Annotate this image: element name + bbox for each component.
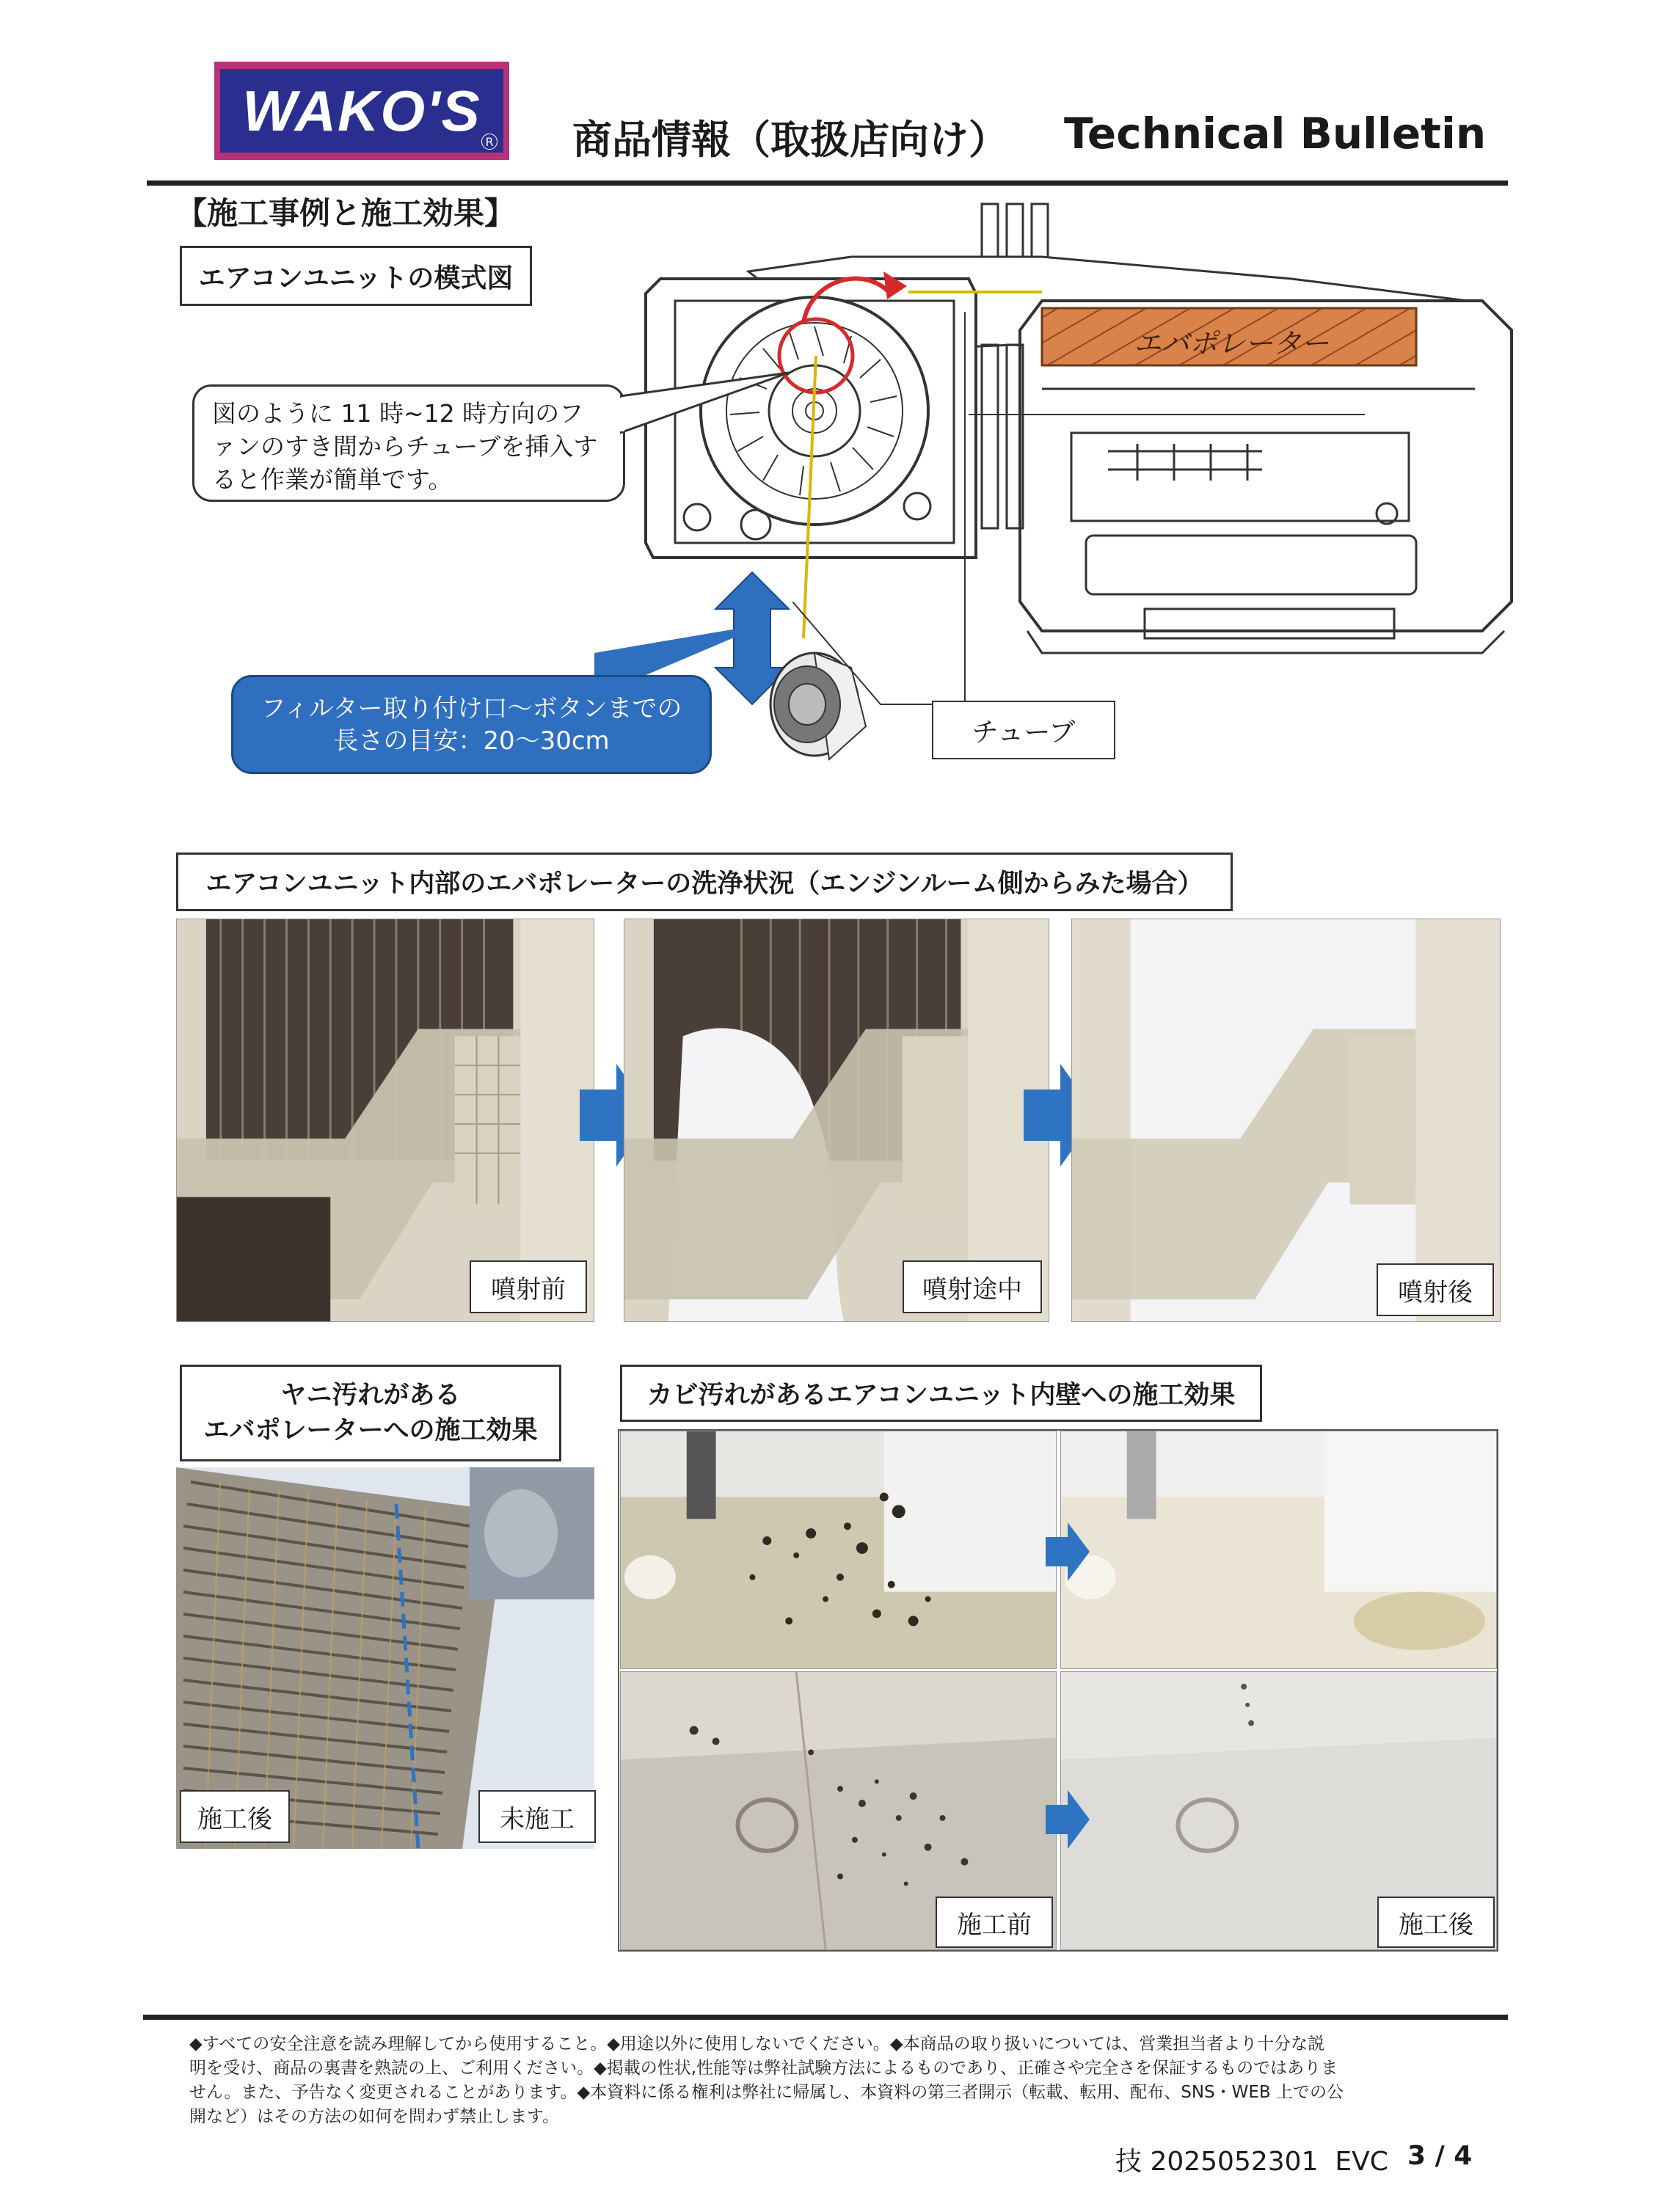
- cleaning-photo-after: [1071, 919, 1501, 1322]
- header-title-en: Technical Bulletin: [1064, 109, 1487, 158]
- tube-leader: [792, 602, 939, 734]
- footer-rule: [143, 2015, 1508, 2020]
- header-rule: [147, 180, 1508, 186]
- callout-length: [231, 675, 712, 774]
- tar-caption-line1: ヤニ汚れがある: [280, 1381, 461, 1410]
- logo-registered: R: [481, 134, 497, 150]
- logo-text: WAKO'S: [242, 78, 481, 143]
- header-title-jp: 商品情報（取扱店向け）: [572, 117, 1008, 163]
- mold-label-after: 施工後: [1377, 1897, 1495, 1948]
- mold-label-before: 施工前: [936, 1897, 1053, 1948]
- footer-note-line: せん。また、予告なく変更されることがあります。◆本資料に係る権利は弊社に帰属し、本資料の第三者開示（転載、転用、配布、SNS・WEB 上での公: [189, 2083, 1344, 2102]
- footer-note-line: ◆すべての安全注意を読み理解してから使用すること。◆用途以外に使用しないでください。◆本商品の取り扱いについては、営業担当者より十分な説: [189, 2034, 1325, 2054]
- diagram-caption: エアコンユニットの模式図: [180, 246, 532, 306]
- arrow-right-icon: [1046, 1790, 1090, 1849]
- tar-caption-line2: エバポレーターへの施工効果: [203, 1416, 538, 1445]
- section-title: 【施工事例と施工効果】: [176, 195, 516, 231]
- cleaning-photo-after-label: 噴射後: [1377, 1263, 1494, 1316]
- callout-tip-pointer: [620, 367, 796, 455]
- logo: [214, 62, 509, 160]
- arrow-right-icon: [1046, 1522, 1090, 1581]
- tar-label-untreated: 未施工: [478, 1790, 596, 1843]
- tar-label-after: 施工後: [180, 1790, 290, 1843]
- doc-code: 技 2025052301 EVC: [1115, 2147, 1388, 2177]
- tar-caption: [180, 1365, 561, 1461]
- footer-note-line: 開など）はその方法の如何を問わず禁止します。: [189, 2107, 560, 2126]
- callout-tip: [192, 384, 625, 502]
- mold-caption: カビ汚れがあるエアコンユニット内壁への施工効果: [620, 1365, 1262, 1422]
- mold-photo-top-after: [1060, 1431, 1497, 1669]
- callout-length-line2: 長さの目安：20～30cm: [333, 726, 610, 756]
- cleaning-photo-before-label: 噴射前: [470, 1260, 587, 1313]
- footer-notes: [189, 2032, 1510, 2129]
- cleaning-caption: エアコンユニット内部のエバポレーターの洗浄状況（エンジンルーム側からみた場合）: [176, 853, 1233, 911]
- evaporator-label: エバポレーター: [1134, 327, 1330, 359]
- tube-label: チューブ: [932, 701, 1115, 759]
- footer-note-line: 明を受け、商品の裏書を熟読の上、ご利用ください。◆掲載の性状,性能等は弊社試験方法によるものであり、正確さや完全さを保証するものではありま: [189, 2059, 1338, 2078]
- callout-length-line1: フィルター取り付け口～ボタンまでの: [260, 693, 682, 723]
- mold-photo-top-before: [620, 1431, 1057, 1669]
- callout-tip-text: 図のように 11 時~12 時方向のファンのすき間からチューブを挿入すると作業が簡単です。: [212, 399, 598, 494]
- cleaning-photo-during-label: 噴射途中: [903, 1260, 1042, 1313]
- page-number: 3 / 4: [1407, 2141, 1473, 2171]
